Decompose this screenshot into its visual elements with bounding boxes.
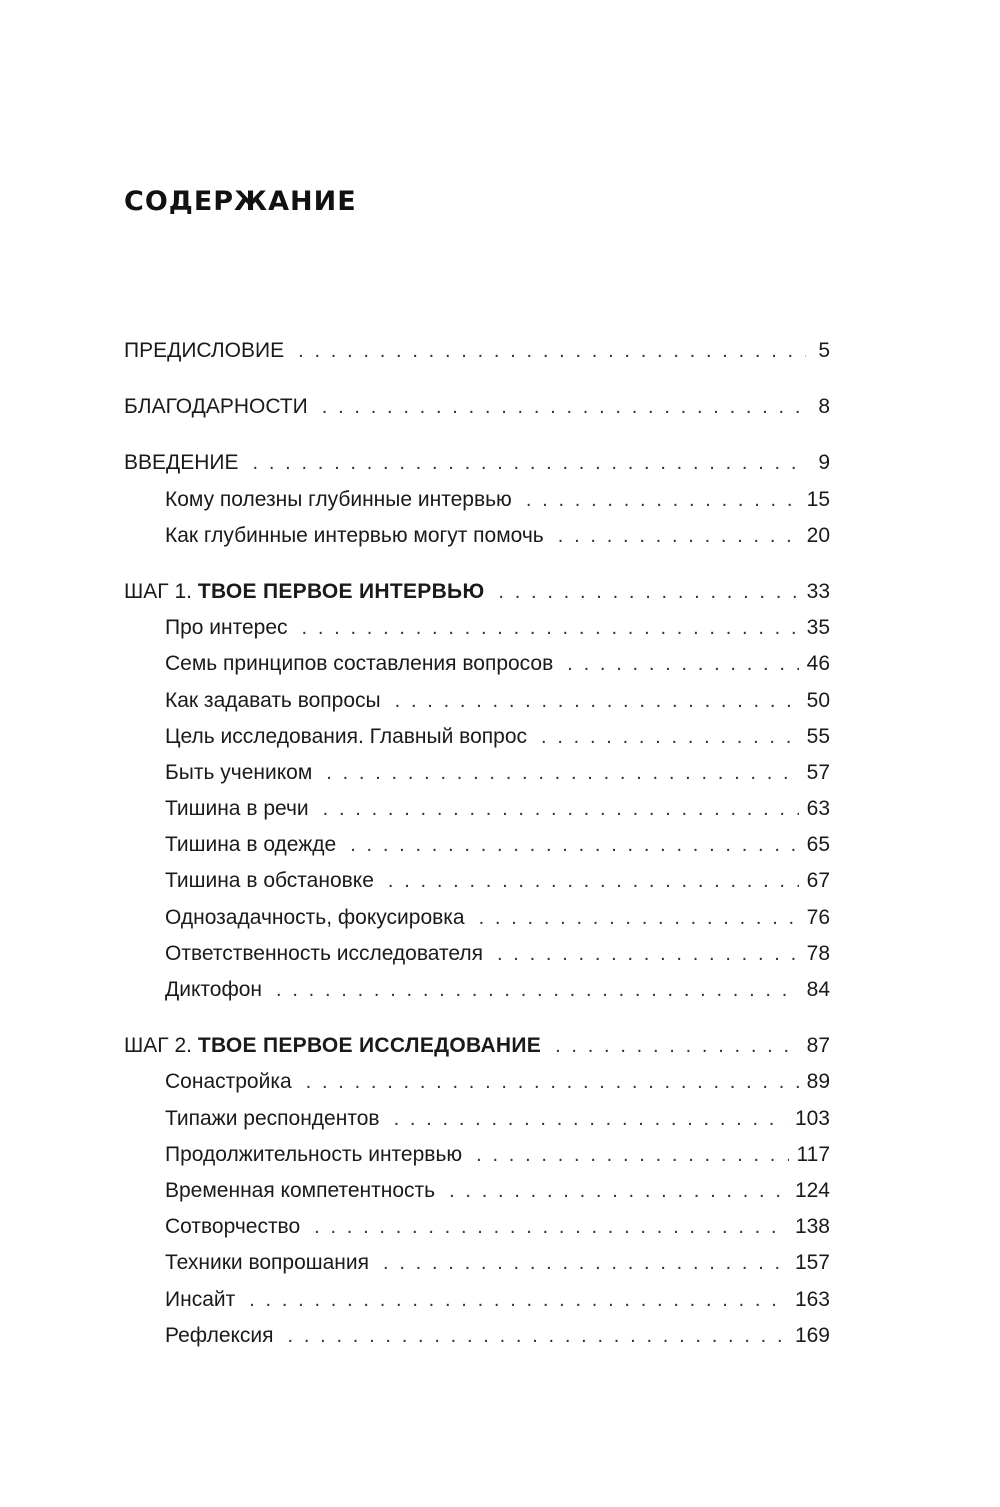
toc-sub-entry[interactable] [124,1101,830,1137]
toc-entry-title: БЛАГОДАРНОСТИ [124,395,308,419]
dot-leader [298,333,806,369]
dot-leader [555,1028,799,1064]
dot-leader [350,827,798,863]
step-prefix: ШАГ 1. [124,579,198,603]
dot-leader [253,445,806,481]
toc-entry-title: Рефлексия [165,1323,274,1347]
toc-entry-page: 46 [806,652,830,676]
toc-entry-title: Однозадачность, фокусировка [165,905,465,929]
toc-entry-page: 76 [806,905,830,929]
step-title: ТВОЕ ПЕРВОЕ ИССЛЕДОВАНИЕ [197,1034,542,1058]
toc-sub-entry[interactable] [124,719,830,755]
dot-leader [526,482,799,518]
toc-sub-entry[interactable] [124,900,830,936]
dot-leader [395,683,799,719]
toc-entry-title: Сонастройка [165,1070,292,1094]
toc-entry-page: 15 [806,487,830,511]
dot-leader [567,646,798,682]
dot-leader [498,574,798,610]
dot-leader [306,1064,799,1100]
dot-leader [558,518,799,554]
toc-sub-entry[interactable] [124,1209,830,1245]
toc-section-step-2 [124,1028,830,1354]
toc-sub-entry[interactable] [124,755,830,791]
toc-entry-page: 35 [806,616,830,640]
toc-sub-list [124,1064,830,1354]
step-prefix: ШАГ 2. [124,1034,198,1058]
toc-entry-title: Как задавать вопросы [165,688,381,712]
step-title: ТВОЕ ПЕРВОЕ ИНТЕРВЬЮ [197,579,485,603]
toc-entry-page: 33 [806,579,830,603]
toc-entry-page: 89 [806,1070,830,1094]
toc-entry-title: Кому полезны глубинные интервью [165,487,512,511]
toc-sub-entry[interactable] [124,972,830,1008]
toc-sub-entry[interactable] [124,646,830,682]
toc-entry-title: Инсайт [165,1287,236,1311]
toc-sub-entry[interactable] [124,482,830,518]
toc-entry-acknowledgements[interactable] [124,389,830,425]
toc-entry-title: Техники вопрошания [165,1251,370,1275]
dot-leader [449,1173,787,1209]
toc-entry-title [124,574,498,610]
toc-entry-title: ВВЕДЕНИЕ [124,451,239,475]
toc-section-step-1 [124,574,830,1008]
page-title: СОДЕРЖАНИЕ [124,186,357,217]
toc-entry-page: 63 [806,797,830,821]
dot-leader [249,1282,787,1318]
toc-entry-preface[interactable] [124,333,830,369]
dot-leader [314,1209,787,1245]
dot-leader [479,900,799,936]
toc-entry-introduction[interactable] [124,445,830,481]
toc-sub-entry[interactable] [124,1245,830,1281]
toc-sub-entry[interactable] [124,863,830,899]
dot-leader [383,1245,787,1281]
toc-entry-page: 57 [806,760,830,784]
toc-entry-page: 117 [796,1142,830,1166]
toc-entry-page: 169 [794,1323,830,1347]
toc-entry-page: 55 [806,724,830,748]
toc-entry-page: 67 [806,869,830,893]
toc-entry-page: 9 [818,451,830,475]
toc-entry-title: Сотворчество [165,1215,301,1239]
toc-entry-page: 163 [794,1287,830,1311]
toc-entry-page: 84 [806,978,830,1001]
toc-entry-title: Ответственность исследователя [165,941,483,965]
toc-sub-entry[interactable] [124,1064,830,1100]
toc-entry-page: 8 [818,395,830,419]
toc-entry-page: 124 [794,1178,830,1202]
toc-sub-entry[interactable] [124,791,830,827]
dot-leader [322,389,806,425]
dot-leader [388,863,799,899]
toc-entry-page: 20 [806,523,830,547]
toc-entry-title: ПРЕДИСЛОВИЕ [124,339,285,362]
toc-entry-title: Продолжительность интервью [165,1142,463,1166]
table-of-contents [124,333,830,1354]
toc-entry-title: Типажи респондентов [165,1106,380,1130]
toc-sub-entry[interactable] [124,1173,830,1209]
toc-section-preface [124,333,830,369]
toc-entry-title: Как глубинные интервью могут помочь [165,523,544,547]
toc-entry-title: Про интерес [165,616,288,640]
toc-entry-page: 5 [818,339,830,362]
toc-entry-title: Тишина в обстановке [165,869,374,893]
toc-entry-title: Диктофон [165,978,262,1001]
toc-entry-title: Цель исследования. Главный вопрос [165,724,528,748]
toc-entry-page: 103 [794,1106,830,1130]
toc-entry-step-1[interactable] [124,574,830,610]
dot-leader [323,791,799,827]
toc-sub-entry[interactable] [124,1318,830,1354]
toc-sub-entry[interactable] [124,1137,830,1173]
toc-entry-page: 157 [794,1251,830,1275]
toc-entry-title: Быть учеником [165,760,313,784]
toc-entry-title: Тишина в одежде [165,833,337,857]
toc-entry-step-2[interactable] [124,1028,830,1064]
dot-leader [497,936,799,972]
toc-sub-entry[interactable] [124,827,830,863]
toc-entry-title: Временная компетентность [165,1178,436,1202]
toc-section-acknowledgements [124,389,830,425]
toc-sub-entry[interactable] [124,683,830,719]
dot-leader [476,1137,788,1173]
toc-sub-entry[interactable] [124,1282,830,1318]
toc-section-introduction [124,445,830,554]
dot-leader [288,1318,787,1354]
toc-sub-entry[interactable] [124,610,830,646]
toc-sub-entry[interactable] [124,518,830,554]
toc-entry-page: 50 [806,688,830,712]
toc-entry-page: 87 [806,1034,830,1058]
dot-leader [541,719,799,755]
dot-leader [276,972,799,1008]
toc-sub-list [124,482,830,554]
toc-entry-page: 138 [794,1215,830,1239]
toc-entry-title: Семь принципов составления вопросов [165,652,554,676]
toc-entry-title [124,1028,555,1064]
dot-leader [302,610,799,646]
toc-entry-page: 65 [806,833,830,857]
toc-entry-title: Тишина в речи [165,797,309,821]
toc-sub-entry[interactable] [124,936,830,972]
dot-leader [394,1101,787,1137]
dot-leader [326,755,798,791]
toc-entry-page: 78 [806,941,830,965]
toc-sub-list [124,610,830,1008]
